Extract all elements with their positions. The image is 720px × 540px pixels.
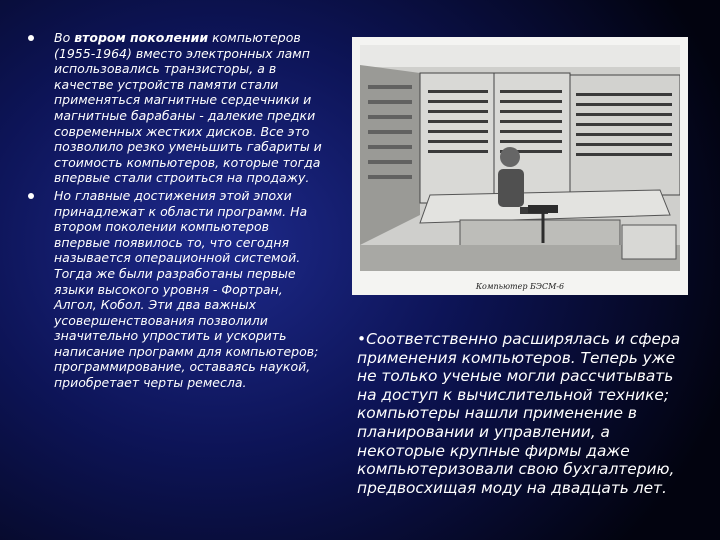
right-paragraph-text: Соответственно расширялась и сфера применения компьютеров. Теперь уже не только ученые могли рассчитывать на доступ к вычислительной технике; компьютеры нашли применение в планировании и управлении, а некоторые крупные фирмы даже компьютеризовали свою бухгалтерию, предвосхищая моду на двадцать лет. (357, 330, 681, 497)
right-paragraph (357, 330, 697, 497)
bullet-item-software-achievements (22, 188, 327, 391)
left-text-column (22, 30, 327, 393)
besm6-photo (352, 37, 688, 295)
bullet-text: Но главные достижения этой эпохи принадлежат к области программ. На втором поколении компьютеров впервые появилось то, что сегодня называется операционной системой. Тогда же были разработаны первые языки высокого уровня - Фортран, Алгол, Кобол. Эти два важных усовершенствования позволили значительно упростить и ускорить написание программ для компьютеров; программирование, оставаясь наукой, приобретает черты ремесла. (54, 187, 319, 391)
bullet-lead: Во (54, 30, 75, 45)
photo-caption: Компьютер БЭСМ-6 (475, 282, 565, 291)
bullet-dot (28, 35, 34, 41)
computer-room-image (360, 45, 680, 271)
bullet-bold-phrase: втором поколении (74, 30, 209, 45)
bullet-dot: • (357, 330, 367, 348)
bullet-item-second-generation (22, 30, 327, 186)
bullet-text: компьютеров (1955-1964) вместо электронных ламп использовались транзисторы, а в качестве устройств памяти стали применяться магнитные сердечники и магнитные барабаны - далекие предки современных жестких дисков. Все это позволило резко уменьшить габариты и стоимость компьютеров, которые тогда впервые стали строиться на продажу. (54, 30, 322, 186)
bullet-dot (28, 193, 34, 199)
